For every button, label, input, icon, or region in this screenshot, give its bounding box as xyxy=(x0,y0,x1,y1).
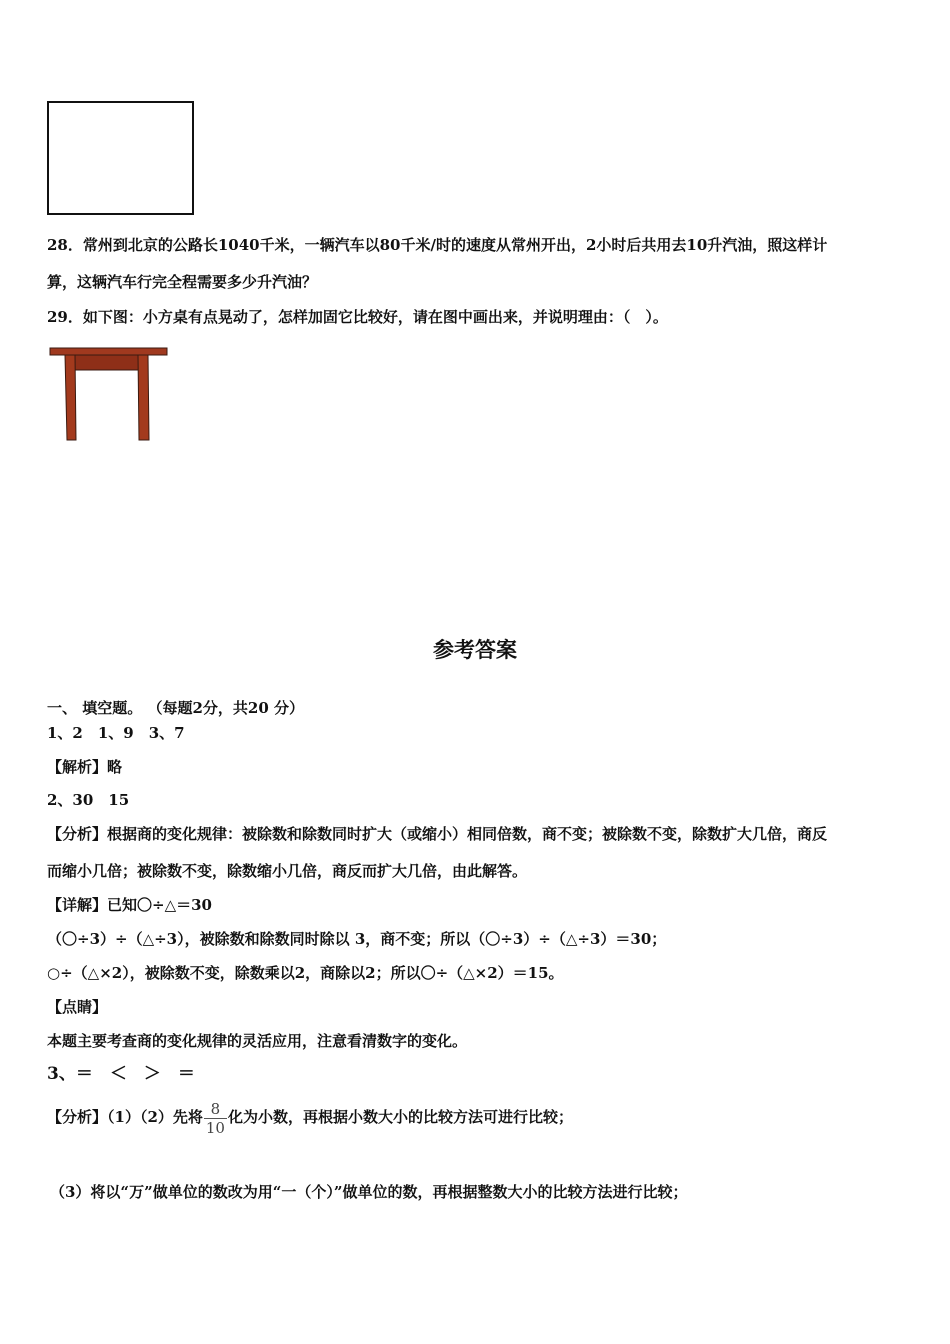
fraction-denominator: 10 xyxy=(205,1118,225,1137)
section-title: 一、 填空题。 （每题2分，共20 分） xyxy=(47,699,304,717)
q29-line1: 29．如下图：小方桌有点晃动了，怎样加固它比较好，请在图中画出来，并说明理由：（ ）。 xyxy=(47,308,668,326)
note-2: 本题主要考查商的变化规律的灵活应用，注意看清数字的变化。 xyxy=(47,1032,468,1050)
analysis-3-prefix: 【分析】（1）（2）先将 xyxy=(47,1108,203,1126)
detail-2-line1: 【详解】已知〇÷△＝30 xyxy=(47,896,212,914)
fraction-eight-tenths xyxy=(204,1100,227,1137)
answer-1: 1、2 1、9 3、7 xyxy=(47,724,185,742)
answer-3: 3、＝ ＜ ＞ ＝ xyxy=(47,1064,195,1084)
analysis-3-line1 xyxy=(47,1097,573,1137)
answer-2: 2、30 15 xyxy=(47,791,130,809)
answer-box xyxy=(47,101,194,215)
square-table-figure xyxy=(48,345,170,443)
detail-2-line3: ○÷（△×2），被除数不变，除数乘以2，商除以2；所以〇÷（△×2）＝15。 xyxy=(47,964,564,982)
answer-heading: 参考答案 xyxy=(433,638,517,662)
analysis-1: 【解析】略 xyxy=(47,758,123,776)
fraction-numerator: 8 xyxy=(204,1100,227,1119)
q28-line1: 28．常州到北京的公路长1040千米，一辆汽车以80千米/时的速度从常州开出，2小时后共用去10升汽油，照这样计 xyxy=(47,236,828,254)
note-title-2: 【点睛】 xyxy=(47,998,108,1016)
analysis-2-line2: 而缩小几倍；被除数不变，除数缩小几倍，商反而扩大几倍，由此解答。 xyxy=(47,862,528,880)
analysis-3-suffix: 化为小数，再根据小数大小的比较方法可进行比较； xyxy=(227,1108,573,1126)
q28-line2: 算，这辆汽车行完全程需要多少升汽油？ xyxy=(47,273,318,291)
analysis-2-line1: 【分析】根据商的变化规律：被除数和除数同时扩大（或缩小）相同倍数，商不变；被除数不变，除数扩大几倍，商反 xyxy=(47,825,828,843)
analysis-3-line2: （3）将以“万”做单位的数改为用“一（个）”做单位的数，再根据整数大小的比较方法进行比较； xyxy=(50,1183,688,1201)
detail-2-line2: （〇÷3）÷（△÷3），被除数和除数同时除以 3，商不变；所以（〇÷3）÷（△÷3）＝30； xyxy=(47,930,667,948)
